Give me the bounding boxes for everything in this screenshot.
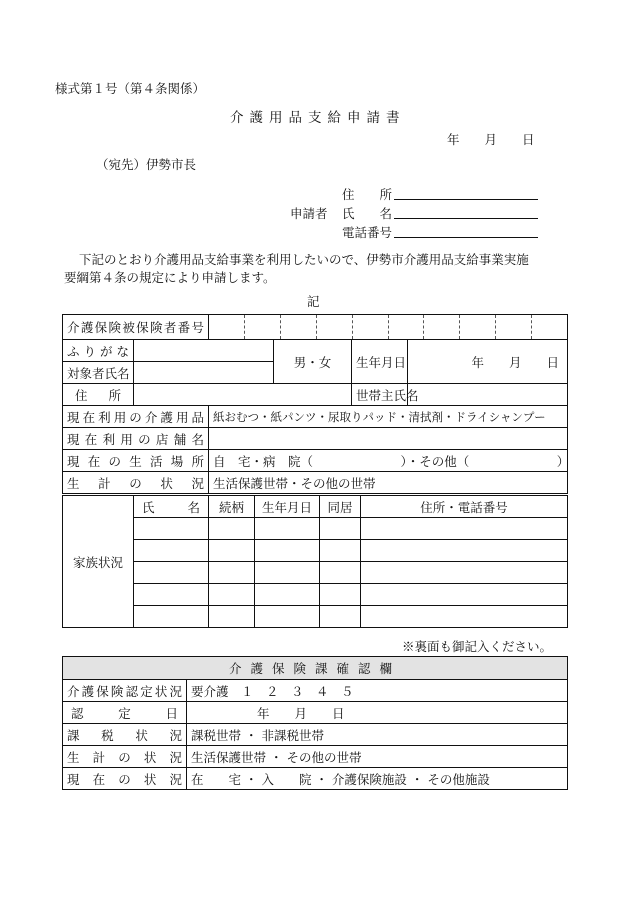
family-cell[interactable] <box>361 540 568 562</box>
confirm-row-value[interactable]: 課税世帯 ・ 非課税世帯 <box>187 724 568 746</box>
family-cell[interactable] <box>255 540 320 562</box>
family-cell[interactable] <box>320 584 361 606</box>
family-cell[interactable] <box>320 562 361 584</box>
main-table <box>62 314 568 494</box>
digit-box[interactable] <box>352 315 388 339</box>
current-store-field[interactable] <box>209 428 568 450</box>
applicant-address-line[interactable] <box>394 199 538 200</box>
family-cell[interactable] <box>209 584 255 606</box>
family-row[interactable] <box>63 562 568 584</box>
addressee: （宛先）伊勢市長 <box>96 157 197 172</box>
confirm-row-value[interactable]: 要介護 １ ２ ３ ４ ５ <box>187 680 568 702</box>
digit-box[interactable] <box>388 315 424 339</box>
livelihood-options[interactable]: 生活保護世帯・その他の世帯 <box>209 472 568 494</box>
address-label: 住所 <box>63 384 134 406</box>
insured-number-boxes <box>209 315 567 339</box>
applicant-phone-line[interactable] <box>394 237 538 238</box>
ki-label: 記 <box>307 294 320 309</box>
digit-box[interactable] <box>531 315 567 339</box>
family-cell[interactable] <box>134 518 209 540</box>
gender-select[interactable]: 男・女 <box>274 340 352 384</box>
digit-box[interactable] <box>423 315 459 339</box>
digit-box[interactable] <box>459 315 495 339</box>
current-supplies-options[interactable]: 紙おむつ・紙パンツ・尿取りパッド・清拭剤・ドライシャンプー <box>209 406 568 428</box>
family-row[interactable] <box>63 518 568 540</box>
current-supplies-label: 現在利用の介護用品 <box>63 406 209 428</box>
family-header-relation: 続柄 <box>209 496 255 518</box>
family-header-birthdate: 生年月日 <box>255 496 320 518</box>
family-cell[interactable] <box>320 518 361 540</box>
subject-name-field[interactable] <box>134 362 274 384</box>
birthdate-value[interactable]: 年 月 日 <box>408 340 568 384</box>
confirm-row-value[interactable]: 生活保護世帯 ・ その他の世帯 <box>187 746 568 768</box>
family-cell[interactable] <box>209 606 255 628</box>
confirm-table <box>62 656 568 790</box>
family-cell[interactable] <box>209 562 255 584</box>
form-number: 様式第１号（第４条関係） <box>55 81 206 96</box>
current-store-label: 現在利用の店舗名 <box>63 428 209 450</box>
applicant-address-label: 住 所 <box>342 187 393 202</box>
family-cell[interactable] <box>361 606 568 628</box>
family-cell[interactable] <box>361 562 568 584</box>
insured-number-field[interactable] <box>209 315 568 340</box>
family-header-name: 氏 名 <box>134 496 209 518</box>
subject-name-label: 対象者氏名 <box>63 362 134 384</box>
insured-number-label: 介護保険被保険者番号 <box>63 315 209 340</box>
digit-box[interactable] <box>209 315 244 339</box>
confirm-header: 介護保険課確認欄 <box>63 657 568 680</box>
confirm-row-label: 課税状況 <box>63 724 187 746</box>
applicant-phone-label: 電話番号 <box>342 225 393 240</box>
living-place-label: 現在の生活場所 <box>63 450 209 472</box>
applicant-name-line[interactable] <box>394 218 538 219</box>
family-header-cohabiting: 同居 <box>320 496 361 518</box>
family-row[interactable] <box>63 540 568 562</box>
family-label: 家族状況 <box>63 496 134 628</box>
family-cell[interactable] <box>209 540 255 562</box>
digit-box[interactable] <box>244 315 280 339</box>
household-head-label: 世帯主氏名 <box>352 384 408 406</box>
family-row[interactable] <box>63 606 568 628</box>
confirm-row-label: 現在の状況 <box>63 768 187 790</box>
family-cell[interactable] <box>134 562 209 584</box>
family-cell[interactable] <box>361 518 568 540</box>
family-cell[interactable] <box>134 606 209 628</box>
family-cell[interactable] <box>209 518 255 540</box>
application-date: 年 月 日 <box>447 132 535 147</box>
furigana-field[interactable] <box>134 340 274 362</box>
family-cell[interactable] <box>255 606 320 628</box>
digit-box[interactable] <box>316 315 352 339</box>
family-cell[interactable] <box>320 540 361 562</box>
body-text-line-2: 要綱第４条の規定により申請します。 <box>64 270 276 285</box>
confirm-row-label: 認定日 <box>63 702 187 724</box>
digit-box[interactable] <box>280 315 316 339</box>
applicant-name-label: 氏 名 <box>342 206 393 221</box>
confirm-row-label: 介護保険認定状況 <box>63 680 187 702</box>
form-title: 介護用品支給申請書 <box>230 110 406 126</box>
body-text-line-1: 下記のとおり介護用品支給事業を利用したいので、伊勢市介護用品支給事業実施 <box>79 252 529 267</box>
confirm-row-value[interactable]: 年 月 日 <box>187 702 568 724</box>
family-cell[interactable] <box>134 540 209 562</box>
family-cell[interactable] <box>255 584 320 606</box>
address-field[interactable] <box>134 384 352 406</box>
confirm-row-value[interactable]: 在 宅 ・ 入 院 ・ 介護保険施設 ・ その他施設 <box>187 768 568 790</box>
back-side-note: ※裏面も御記入ください。 <box>402 639 553 654</box>
family-header-address-phone: 住所・電話番号 <box>361 496 568 518</box>
family-cell[interactable] <box>134 584 209 606</box>
family-cell[interactable] <box>320 606 361 628</box>
family-cell[interactable] <box>255 518 320 540</box>
family-cell[interactable] <box>361 584 568 606</box>
digit-box[interactable] <box>495 315 531 339</box>
living-place-options[interactable]: 自 宅・病 院（ ）・その他（ ） <box>209 450 568 472</box>
family-row[interactable] <box>63 584 568 606</box>
household-head-field[interactable] <box>408 384 568 406</box>
birthdate-label: 生年月日 <box>352 340 408 384</box>
family-cell[interactable] <box>255 562 320 584</box>
livelihood-label: 生計の状況 <box>63 472 209 494</box>
confirm-row-label: 生計の状況 <box>63 746 187 768</box>
applicant-label: 申請者 <box>290 206 328 221</box>
furigana-label: ふりがな <box>63 340 134 362</box>
family-table <box>62 495 568 628</box>
